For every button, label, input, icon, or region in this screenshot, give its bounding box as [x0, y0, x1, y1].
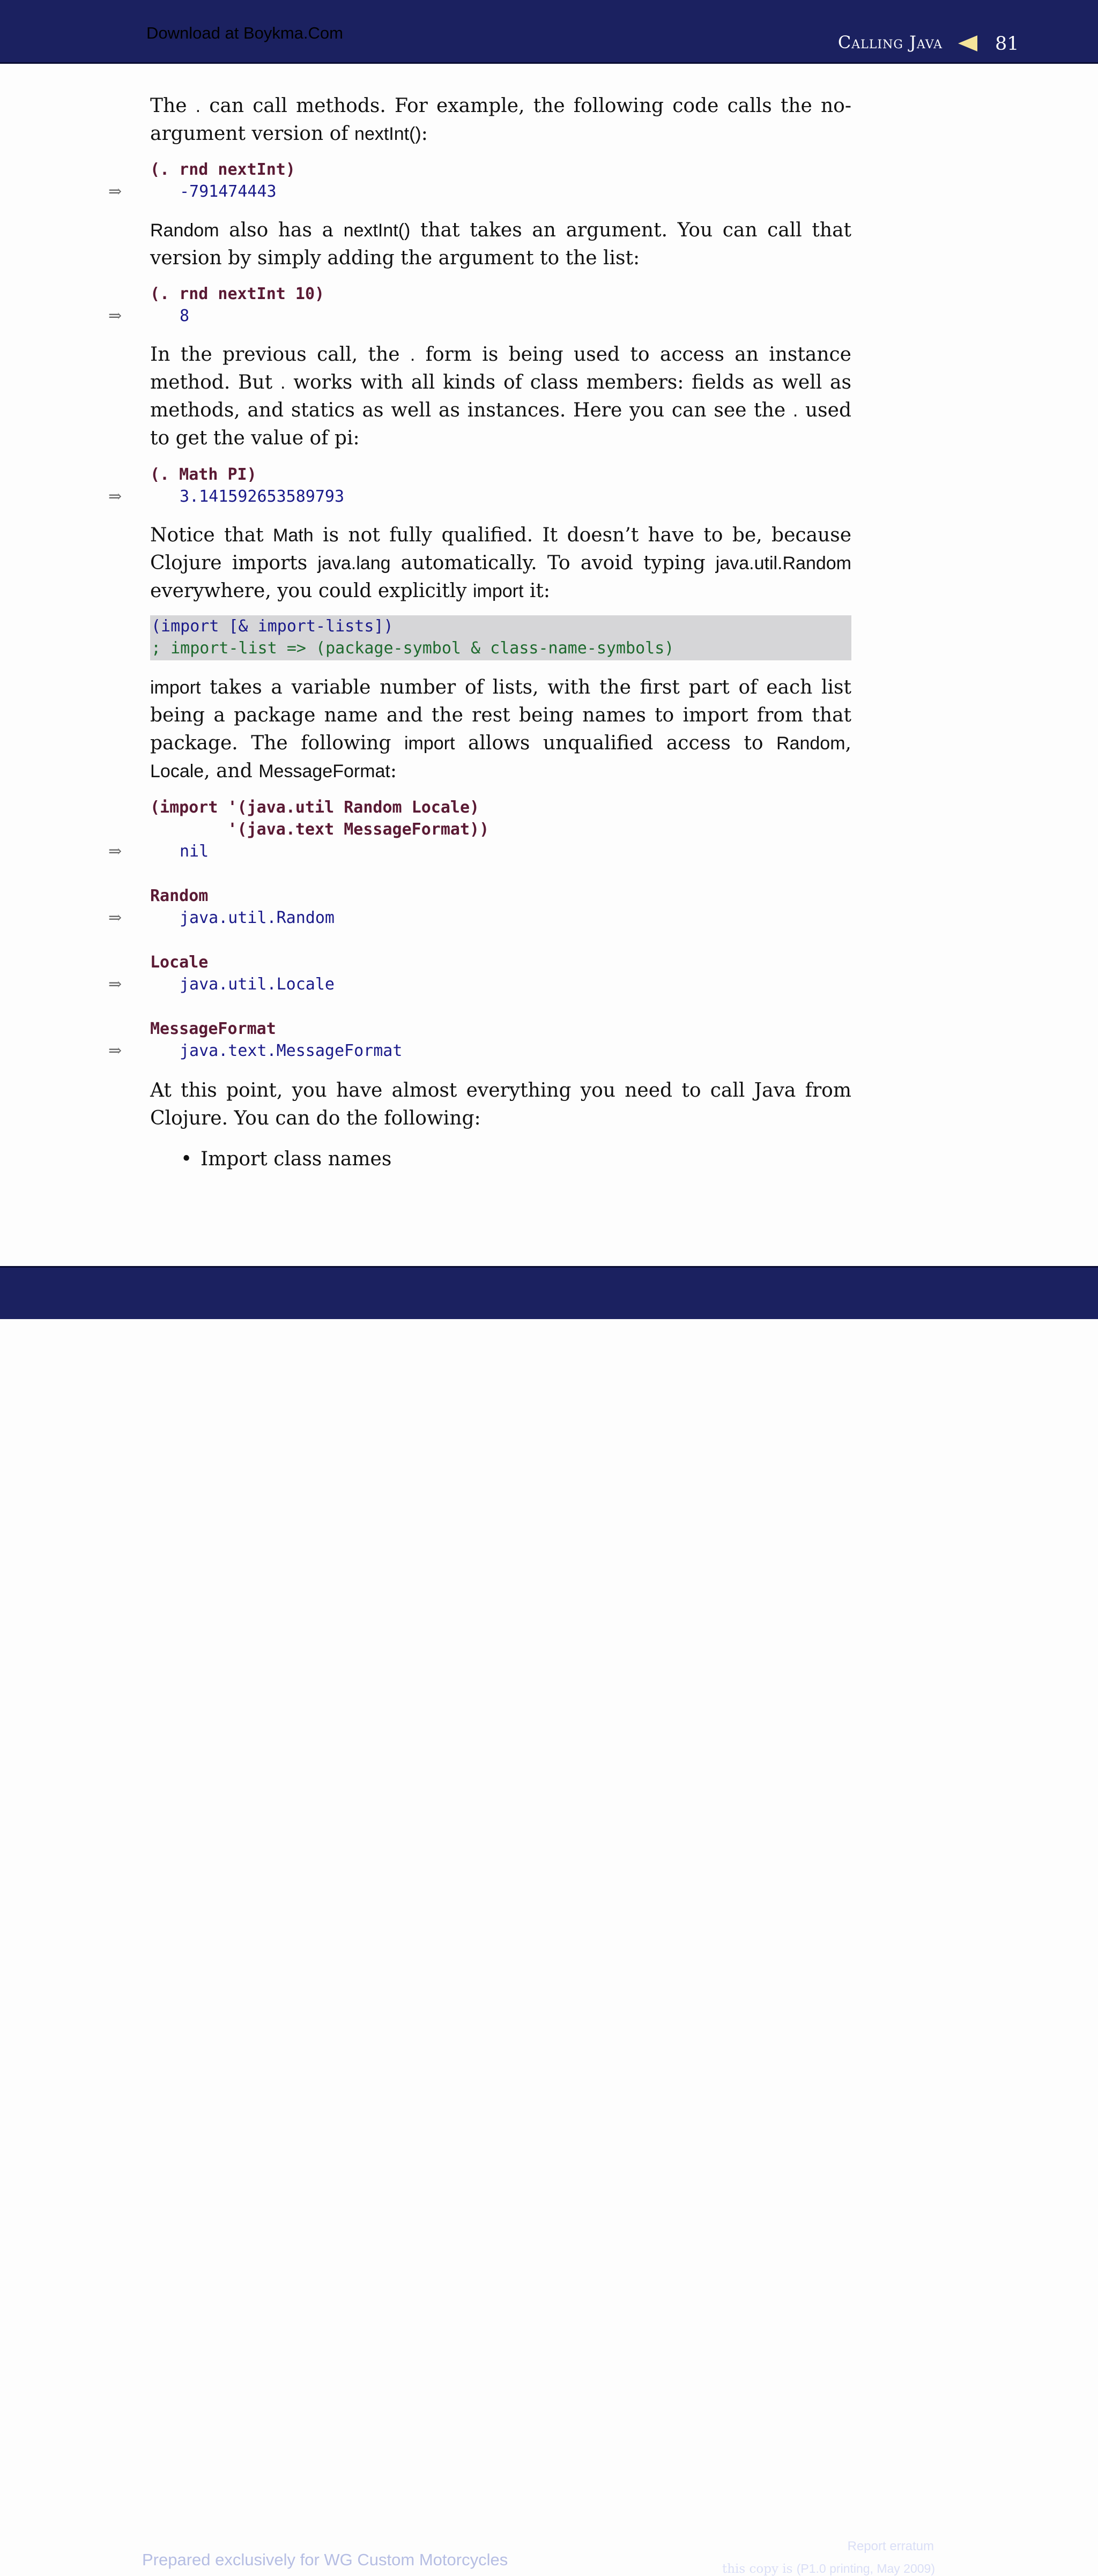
copy-info: this copy is (P1.0 printing, May 2009)	[722, 2562, 935, 2576]
output-arrow-icon: ⇒	[108, 307, 122, 325]
signature-comment: ; import-list => (package-symbol & class-name-symbols)	[151, 639, 674, 658]
page-number: 81	[995, 33, 1019, 55]
prepared-for: Prepared exclusively for WG Custom Motorcycles	[142, 2550, 508, 2569]
code-input-2: (. rnd nextInt 10)	[150, 285, 325, 303]
paragraph-6: At this point, you have almost everything you need to call Java from Clojure. You can do the following:	[150, 1079, 851, 1129]
bullet-icon: •	[181, 1148, 192, 1170]
output-arrow-icon: ⇒	[108, 487, 122, 506]
paragraph-2: Random also has a nextInt() that takes an argument. You can call that version by simply adding the argument to the list:	[150, 219, 852, 269]
paragraph-4: Notice that Math is not fully qualified. It doesn’t have to be, because Clojure imports java.lang automatically. To avoid typing java.util.Random everywhere, you could explicitly import it:	[150, 524, 852, 602]
code-input-3: (. Math PI)	[150, 465, 257, 484]
left-triangle-icon[interactable]	[958, 35, 977, 51]
code-input-7: MessageFormat	[150, 1019, 276, 1038]
output-arrow-icon: ⇒	[108, 182, 122, 201]
code-output-2: 8	[180, 307, 190, 325]
code-input-1: (. rnd nextInt)	[150, 160, 295, 179]
header-bar	[0, 0, 1098, 64]
running-title: Calling Java	[837, 32, 943, 53]
paragraph-1: The . can call methods. For example, the following code calls the no-argument version of nextInt():	[150, 95, 852, 145]
output-arrow-icon: ⇒	[108, 909, 122, 927]
report-erratum-link[interactable]: Report erratum	[847, 2539, 934, 2553]
output-arrow-icon: ⇒	[108, 1041, 122, 1060]
paragraph-5: import takes a variable number of lists, with the first part of each list being a package name and the rest being names to import from that package. The following import allows unqualified access to Random, Locale, and MessageFormat:	[150, 676, 851, 782]
code-output-7: java.text.MessageFormat	[180, 1041, 403, 1060]
code-output-3: 3.141592653589793	[180, 487, 345, 506]
watermark: Download at Boykma.Com	[146, 24, 343, 42]
output-arrow-icon: ⇒	[108, 975, 122, 994]
code-output-4: nil	[180, 842, 209, 861]
code-output-5: java.util.Random	[180, 909, 335, 927]
footer-bar	[0, 1266, 1098, 2576]
output-arrow-icon: ⇒	[108, 842, 122, 861]
bullet-item: Import class names	[201, 1148, 392, 1170]
code-output-6: java.util.Locale	[180, 975, 335, 994]
code-input-6: Locale	[150, 953, 209, 972]
signature-line: (import [& import-lists])	[151, 617, 394, 636]
code-input-5: Random	[150, 887, 209, 905]
import-signature-box	[150, 615, 851, 660]
code-input-4: (import '(java.util Random Locale) '(java.text MessageFormat))	[150, 798, 489, 839]
paragraph-3: In the previous call, the . form is being used to access an instance method. But . works with all kinds of class members: fields as well as methods, and statics as well as instances. Here you can see the . used to get the value of pi:	[150, 344, 851, 449]
code-output-1: -791474443	[180, 182, 277, 201]
